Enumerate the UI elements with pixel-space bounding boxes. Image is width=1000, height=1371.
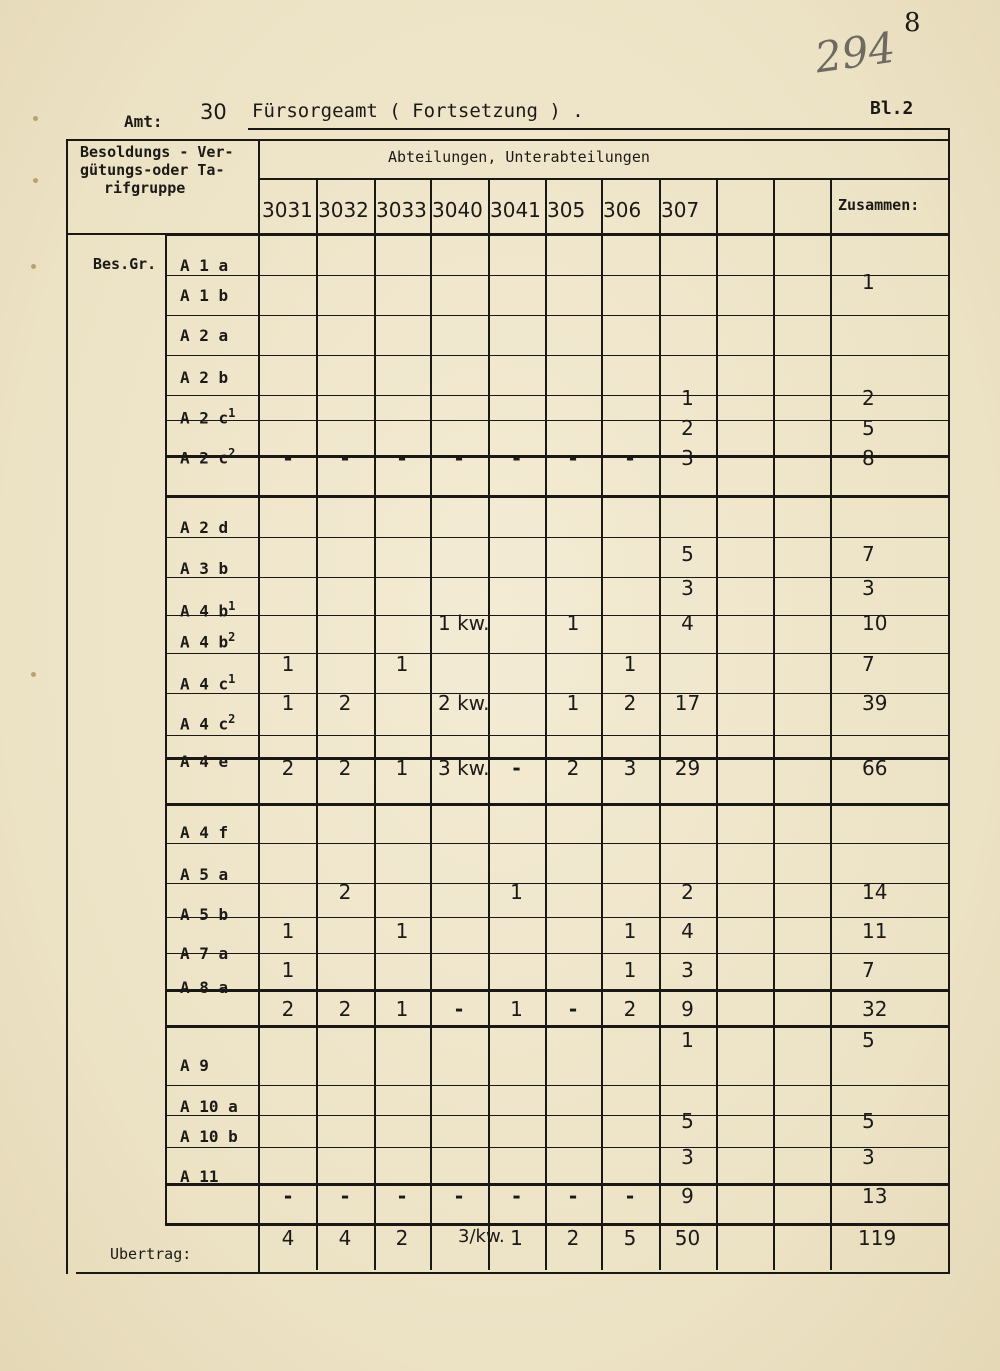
subtotal-cell: 29 <box>674 756 701 780</box>
subtotal-cell: - <box>397 1184 407 1208</box>
table-cell: 17 <box>674 691 701 715</box>
amt-label: Amt: <box>124 112 163 131</box>
grid-line <box>165 537 950 538</box>
subtotal-cell: - <box>568 1184 578 1208</box>
subtotal-cell: 2 <box>281 756 295 780</box>
grid-line <box>165 235 950 236</box>
table-cell: 1 <box>623 919 637 943</box>
subtotal-cell: - <box>512 756 521 780</box>
group-label: A 3 b <box>180 559 229 578</box>
column-header-305: 305 <box>547 198 586 222</box>
subtotal-cell: 3 <box>681 446 694 470</box>
table-cell: 1 <box>395 652 409 676</box>
grid-line <box>165 395 950 396</box>
table-cell: 2 <box>623 691 637 715</box>
table-cell: 1 <box>566 691 580 715</box>
subtotal-cell: 2 <box>338 997 352 1021</box>
row-total: 39 <box>862 691 888 715</box>
archive-folio-number: 294 <box>811 22 899 83</box>
column-header-3031: 3031 <box>262 198 313 222</box>
subtotal-cell: - <box>512 1184 521 1208</box>
subtotal-total: 32 <box>862 997 888 1021</box>
grid-line <box>716 180 718 1270</box>
row-total: 7 <box>862 542 875 566</box>
footer-cell: 2 <box>395 1226 409 1250</box>
subtotal-cell: - <box>340 1184 350 1208</box>
table-cell: 2 kw. <box>438 691 490 715</box>
grid-line <box>66 139 950 141</box>
table-cell: 3 <box>681 958 694 982</box>
subtotal-total: 66 <box>862 756 888 780</box>
table-cell: 2 <box>681 416 694 440</box>
grid-line <box>165 953 950 954</box>
grid-line <box>165 735 950 736</box>
group-label: A 9 <box>180 1056 209 1075</box>
grid-line <box>316 180 318 1270</box>
group-label: A 10 b <box>180 1127 238 1146</box>
grid-line <box>430 180 432 1270</box>
row-total: 5 <box>862 416 875 440</box>
footer-cell: 4 <box>281 1226 295 1250</box>
grid-line <box>258 178 950 180</box>
row-total: 5 <box>862 1109 875 1133</box>
row-total: 7 <box>862 958 875 982</box>
sheet-number: Bl.2 <box>870 98 914 119</box>
table-cell: 1 <box>623 652 637 676</box>
table-cell: 1 <box>623 958 637 982</box>
column-header-3040: 3040 <box>432 198 483 222</box>
punch-mark <box>31 264 36 269</box>
departments-header: Abteilungen, Unterabteilungen <box>388 148 650 166</box>
amt-value: 30 <box>200 100 227 124</box>
total-column-header: Zusammen: <box>838 196 920 214</box>
group-label: A 10 a <box>180 1097 238 1116</box>
subtotal-cell: - <box>454 1184 464 1208</box>
row-total: 11 <box>862 919 888 943</box>
table-cell: 1 <box>510 880 523 904</box>
table-cell: 1 <box>566 611 580 635</box>
subtotal-cell: 1 <box>395 756 409 780</box>
footer-total: 119 <box>858 1226 897 1250</box>
group-label: A 2 $c^1$ <box>180 406 236 428</box>
grid-line <box>165 917 950 918</box>
table-cell: 1 <box>681 1028 694 1052</box>
column-header-306: 306 <box>603 198 642 222</box>
subtotal-cell: 1 <box>395 997 409 1021</box>
footer-cell: 2 <box>566 1226 580 1250</box>
grid-line <box>165 420 950 421</box>
group-label: A 4 $b^1$ <box>180 599 236 621</box>
grid-line <box>545 180 547 1270</box>
footer-cell: 3/kw. <box>458 1226 505 1247</box>
table-cell: 4 <box>681 919 694 943</box>
punch-mark <box>31 672 36 677</box>
grid-line <box>165 275 950 276</box>
group-label: A 2 b <box>180 368 229 387</box>
subtotal-cell: - <box>340 446 350 470</box>
subtotal-cell: 1 <box>510 997 523 1021</box>
subtotal-cell: - <box>397 446 407 470</box>
subtotal-cell: 9 <box>681 997 694 1021</box>
footer-cell: 5 <box>623 1226 637 1250</box>
grid-line <box>488 180 490 1270</box>
table-cell: 1 <box>281 919 295 943</box>
table-cell: 1 <box>395 919 409 943</box>
grid-line <box>165 1147 950 1148</box>
group-label: A 4 e <box>180 752 229 771</box>
subtotal-cell: 2 <box>566 756 580 780</box>
subtotal-cell: - <box>454 997 464 1021</box>
row-total: 3 <box>862 1145 875 1169</box>
table-cell: 2 <box>681 880 694 904</box>
grid-line <box>165 989 950 992</box>
subtotal-total: 8 <box>862 446 875 470</box>
grid-line <box>165 843 950 844</box>
subtotal-cell: - <box>625 1184 635 1208</box>
table-cell: 4 <box>681 611 694 635</box>
grid-line <box>165 577 950 578</box>
group-header <box>80 143 260 197</box>
grid-line <box>165 883 950 884</box>
punch-mark <box>33 178 38 183</box>
group-label: A 2 $c^2$ <box>180 446 236 468</box>
grid-line <box>165 803 950 806</box>
row-total: 2 <box>862 386 875 410</box>
subtotal-cell: 2 <box>338 756 352 780</box>
grid-line <box>601 180 603 1270</box>
group-label: A 2 a <box>180 326 229 345</box>
footer-label: Ubertrag: <box>110 1245 192 1263</box>
table-cell: 3 <box>681 576 694 600</box>
grid-line <box>165 1115 950 1116</box>
group-header-line: rifgruppe <box>104 179 186 197</box>
column-header-307: 307 <box>661 198 700 222</box>
table-cell: 5 <box>681 1109 694 1133</box>
grid-line <box>659 180 661 1270</box>
subtotal-cell: - <box>568 446 578 470</box>
group-label: A 4 $c^1$ <box>180 672 236 694</box>
group-header-line: Besoldungs - Ver- <box>80 143 234 161</box>
grid-line <box>76 1272 950 1274</box>
grid-line <box>165 495 950 498</box>
grid-line <box>165 355 950 356</box>
grid-line <box>948 128 950 1274</box>
group-label: A 8 a <box>180 978 229 997</box>
group-label: A 2 d <box>180 518 229 537</box>
subtotal-cell: 3 <box>623 756 637 780</box>
row-prefix: Bes.Gr. <box>93 255 157 273</box>
group-label: A 11 <box>180 1167 219 1186</box>
subtotal-cell: - <box>283 446 293 470</box>
subtotal-cell: 3 kw. <box>438 756 490 780</box>
subtotal-cell: 2 <box>623 997 637 1021</box>
row-total: 3 <box>862 576 875 600</box>
table-cell: 2 <box>338 880 352 904</box>
grid-line <box>830 180 832 1270</box>
footer-cell: 1 <box>510 1226 523 1250</box>
subtotal-cell: 9 <box>681 1184 694 1208</box>
grid-line <box>248 128 950 130</box>
subtotal-cell: - <box>454 446 464 470</box>
column-header-3033: 3033 <box>376 198 427 222</box>
group-label: A 5 b <box>180 905 229 924</box>
group-header-line: gütungs-oder Ta- <box>80 161 225 179</box>
column-header-3032: 3032 <box>318 198 369 222</box>
table-cell: 1 <box>281 652 295 676</box>
footer-cell: 50 <box>674 1226 701 1250</box>
subtotal-cell: - <box>283 1184 293 1208</box>
table-cell: 1 <box>281 691 295 715</box>
grid-line <box>165 315 950 316</box>
group-label: A 7 a <box>180 944 229 963</box>
group-label: A 5 a <box>180 865 229 884</box>
row-total: 7 <box>862 652 875 676</box>
table-cell: 1 <box>681 386 694 410</box>
row-total: 14 <box>862 880 888 904</box>
table-cell: 1 <box>281 958 295 982</box>
punch-mark <box>33 116 38 121</box>
subtotal-cell: - <box>625 446 635 470</box>
table-cell: 1 kw. <box>438 611 490 635</box>
row-total: 10 <box>862 611 888 635</box>
table-cell: 2 <box>338 691 352 715</box>
corner-page-number: 8 <box>904 8 921 38</box>
subtotal-total: 13 <box>862 1184 888 1208</box>
row-total: 1 <box>862 270 875 294</box>
table-cell: 3 <box>681 1145 694 1169</box>
subtotal-cell: - <box>512 446 521 470</box>
group-label: A 1 a <box>180 256 229 275</box>
group-label: A 1 b <box>180 286 229 305</box>
grid-line <box>165 1085 950 1086</box>
footer-cell: 4 <box>338 1226 352 1250</box>
table-cell: 5 <box>681 542 694 566</box>
grid-line <box>165 1025 950 1028</box>
group-label: A 4 $c^2$ <box>180 712 236 734</box>
group-label: A 4 $b^2$ <box>180 630 236 652</box>
office-title: Fürsorgeamt ( Fortsetzung ) . <box>252 100 584 122</box>
grid-line <box>773 180 775 1270</box>
row-total: 5 <box>862 1028 875 1052</box>
group-label: A 4 f <box>180 823 229 842</box>
subtotal-cell: - <box>568 997 578 1021</box>
column-header-3041: 3041 <box>490 198 541 222</box>
grid-line <box>374 180 376 1270</box>
subtotal-cell: 2 <box>281 997 295 1021</box>
grid-line <box>66 139 68 1274</box>
grid-line <box>165 235 167 1225</box>
